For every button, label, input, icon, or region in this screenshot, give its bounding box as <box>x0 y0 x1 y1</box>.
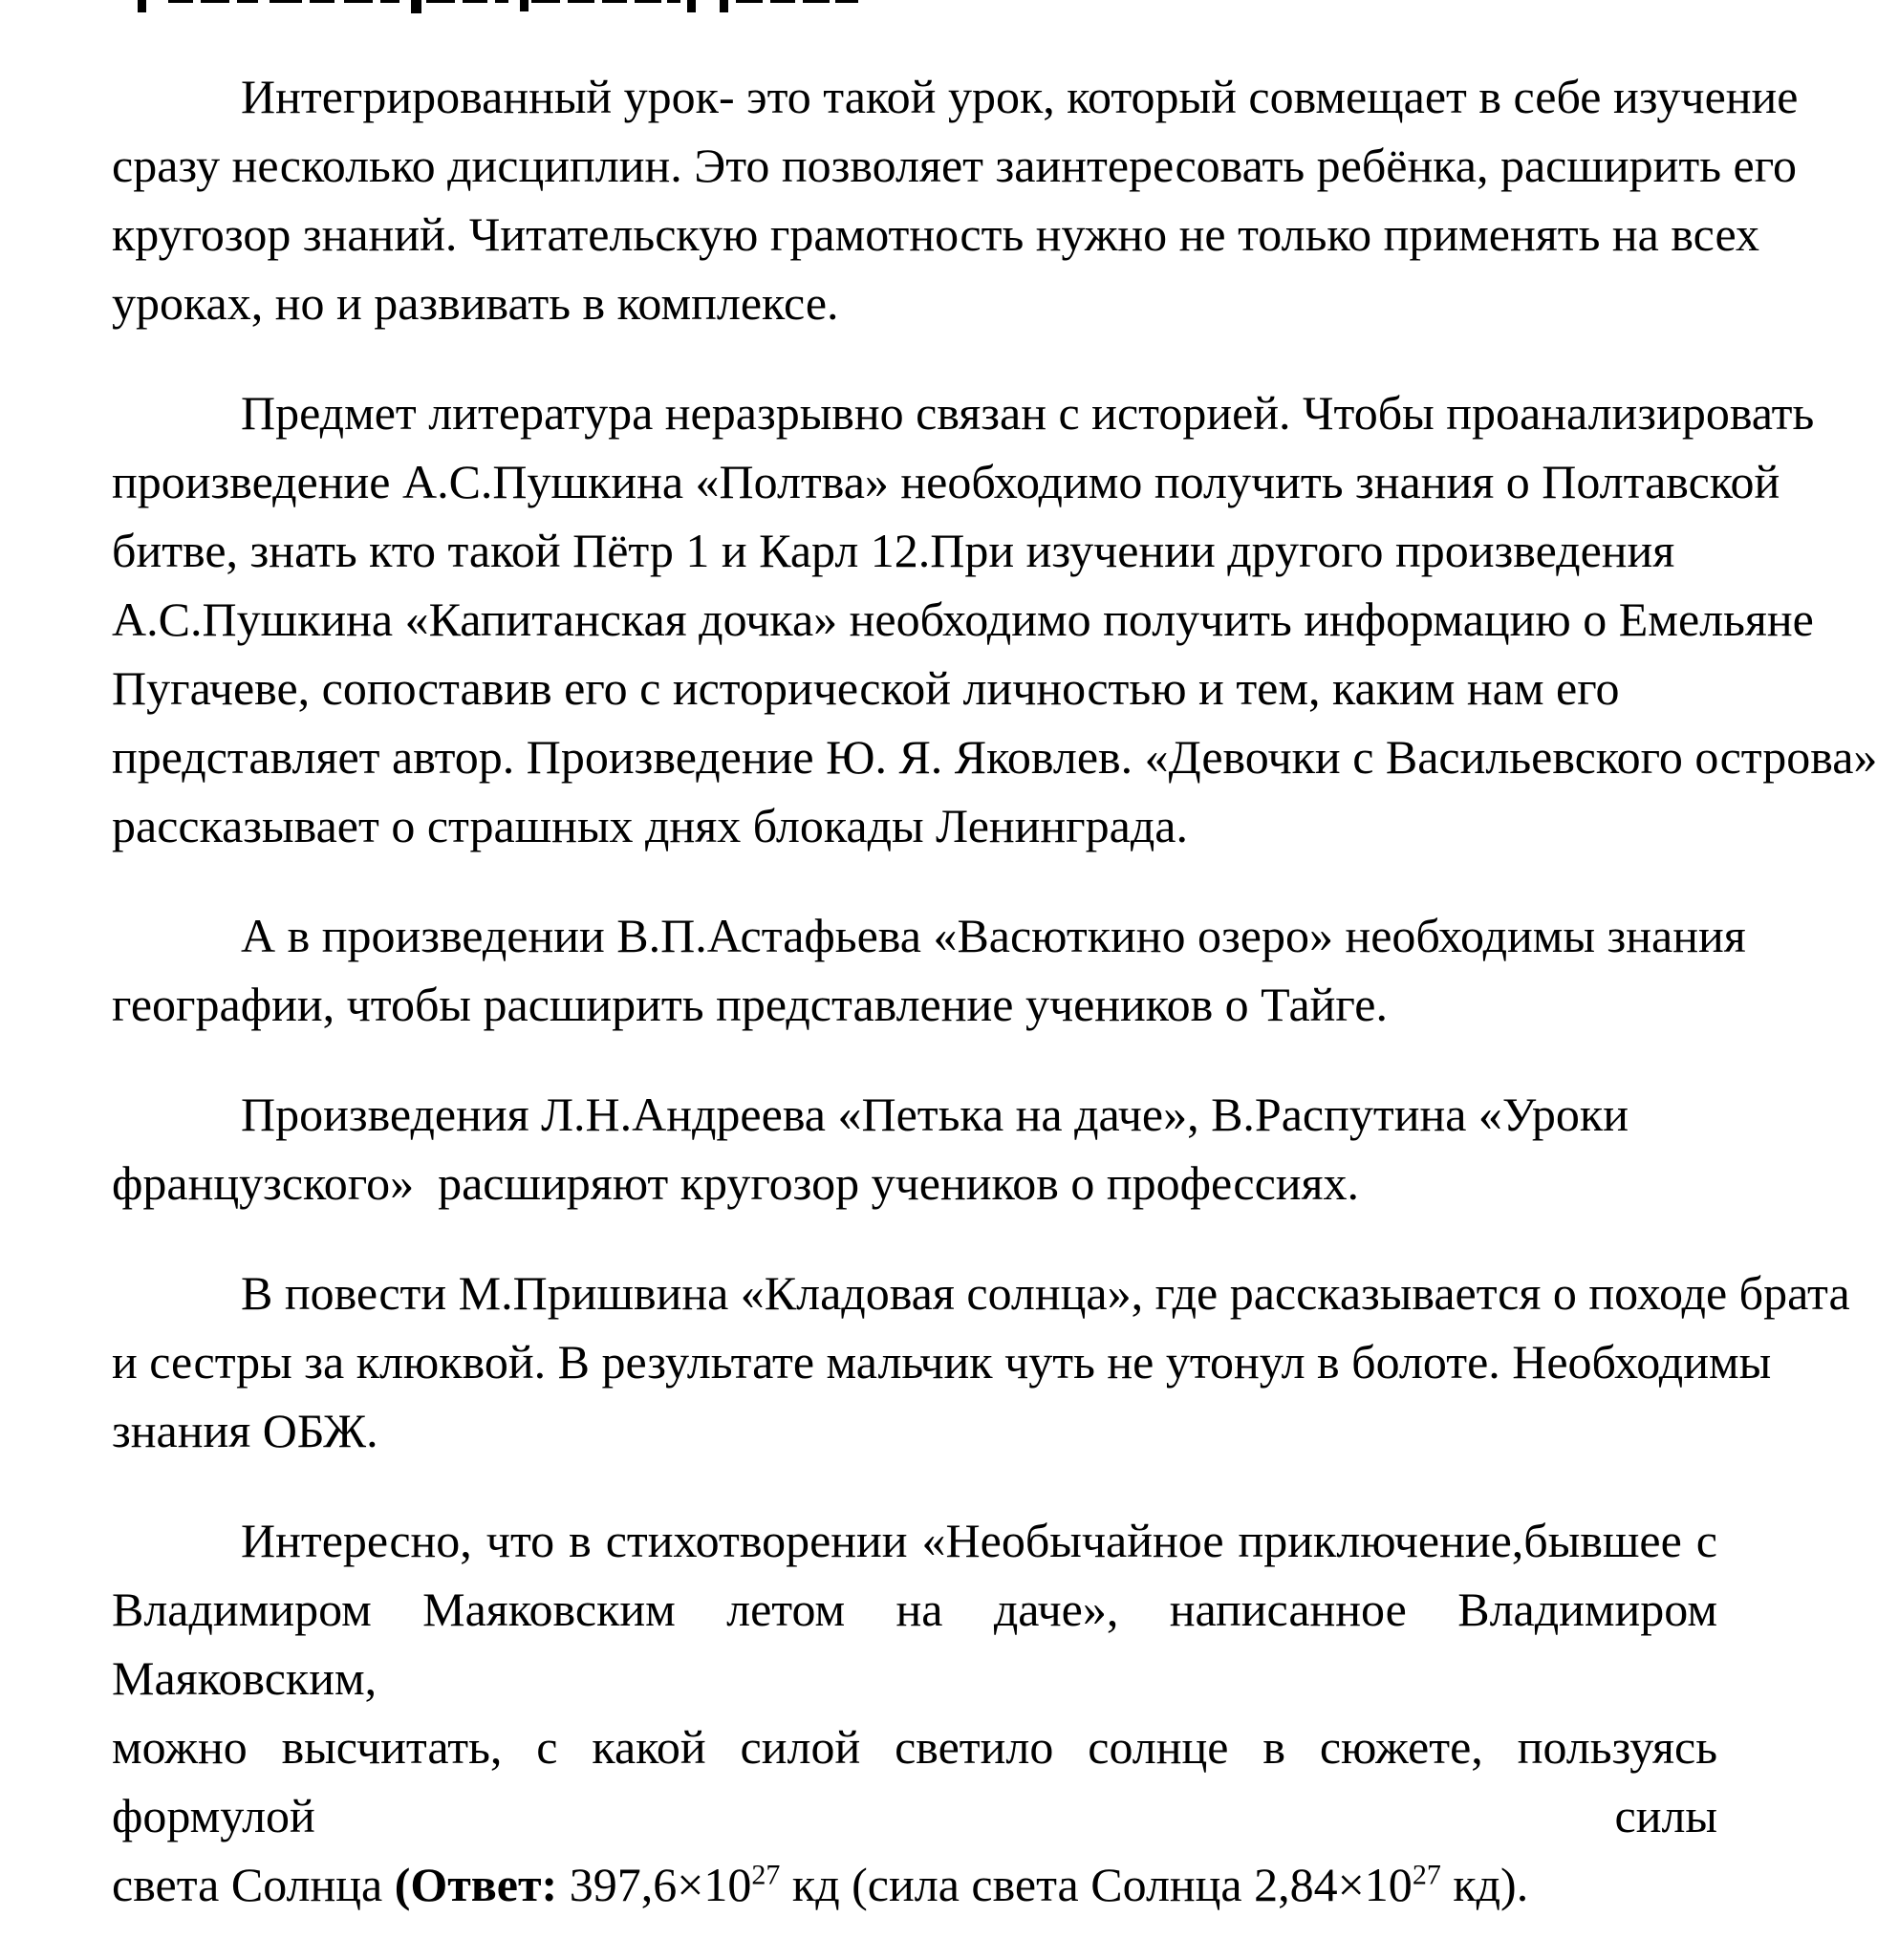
descender-mark <box>720 0 728 12</box>
document-body <box>112 62 1877 1960</box>
text-line: битве, знать кто такой Пётр 1 и Карл 12.При изучении другого произведения <box>112 524 1675 577</box>
text-line: Владимиром Маяковским летом на даче», написанное Владимиром Маяковским, <box>112 1583 1717 1705</box>
text-line: Предмет литература неразрывно связан с историей. Чтобы проанализировать <box>241 386 1815 440</box>
letter-bottom-mark <box>426 0 455 3</box>
text-line: Интегрированный урок- это такой урок, который совмещает в себе изучение <box>241 70 1799 123</box>
letter-bottom-mark <box>602 0 627 3</box>
letter-bottom-mark <box>770 0 795 3</box>
letter-bottom-mark <box>344 0 373 3</box>
letter-bottom-mark <box>463 0 487 3</box>
descender-mark <box>687 0 696 12</box>
text-run: кд (сила света Солнца 2,84×10 <box>780 1858 1413 1911</box>
exponent: 27 <box>1412 1859 1441 1891</box>
letter-bottom-mark <box>835 0 858 3</box>
letter-bottom-mark <box>568 0 594 3</box>
paragraph <box>112 1080 1717 1217</box>
paragraph <box>112 378 1877 860</box>
text-line: произведение А.С.Пушкина «Полтва» необходимо получить знания о Полтавской <box>112 455 1780 508</box>
text-run: кд). <box>1440 1858 1529 1911</box>
paragraph <box>112 1506 1717 1919</box>
letter-bottom-mark <box>380 0 399 3</box>
descender-mark <box>520 0 529 11</box>
text-line: Пугачеве, сопоставив его с исторической личностью и тем, каким нам его <box>112 661 1620 715</box>
text-line: А.С.Пушкина «Капитанская дочка» необходимо получить информацию о Емельяне <box>112 592 1814 646</box>
answer-bold-label: (Ответ: <box>394 1858 558 1911</box>
text-line: можно высчитать, с какой силой светило солнце в сюжете, пользуясь формулой силы <box>112 1720 1717 1842</box>
letter-bottom-mark <box>201 0 229 3</box>
text-line: французского» расширяют кругозор учеников о профессиях. <box>112 1156 1360 1210</box>
text-line: рассказывает о страшных днях блокады Ленинграда. <box>112 799 1189 852</box>
letter-bottom-mark <box>237 0 258 3</box>
text-line: и сестры за клюквой. В результате мальчик чуть не утонул в болоте. Необходимы <box>112 1335 1772 1389</box>
text-line: географии, чтобы расширить представление учеников о Тайге. <box>112 978 1388 1031</box>
text-line: сразу несколько дисциплин. Это позволяет заинтересовать ребёнка, расширить его <box>112 139 1797 192</box>
text-run: 397,6×10 <box>557 1858 752 1911</box>
text-run: света Солнца <box>112 1858 395 1911</box>
text-line: кругозор знаний. Читательскую грамотность нужно не только применять на всех <box>112 207 1759 261</box>
letter-bottom-mark <box>495 0 508 3</box>
text-line: А в произведении В.П.Астафьева «Васюткино озеро» необходимы знания <box>241 909 1746 962</box>
letter-bottom-mark <box>168 0 193 3</box>
text-line: уроках, но и развивать в комплексе. <box>112 276 839 330</box>
letter-bottom-mark <box>531 0 560 3</box>
letter-bottom-mark <box>635 0 661 3</box>
clipped-previous-line <box>0 0 1835 19</box>
paragraph <box>112 1259 1850 1465</box>
exponent: 27 <box>751 1859 781 1891</box>
letter-bottom-mark <box>667 0 680 3</box>
text-line: представляет автор. Произведение Ю. Я. Яковлев. «Девочки с Васильевского острова» <box>112 730 1877 784</box>
paragraph <box>112 901 1746 1039</box>
paragraph <box>112 62 1799 337</box>
text-line-answer <box>112 1850 1717 1919</box>
descender-mark <box>411 0 421 13</box>
letter-bottom-mark <box>736 0 763 3</box>
text-line: В повести М.Пришвина «Кладовая солнца», где рассказывается о походе брата <box>241 1266 1850 1320</box>
text-line: знания ОБЖ. <box>112 1404 378 1457</box>
letter-bottom-mark <box>803 0 830 3</box>
descender-mark <box>138 0 146 12</box>
letter-bottom-mark <box>270 0 302 3</box>
letter-bottom-mark <box>310 0 334 3</box>
text-line: Произведения Л.Н.Андреева «Петька на даче», В.Распутина «Уроки <box>241 1088 1629 1141</box>
text-line: Интересно, что в стихотворении «Необычайное приключение,бывшее с <box>241 1514 1717 1567</box>
